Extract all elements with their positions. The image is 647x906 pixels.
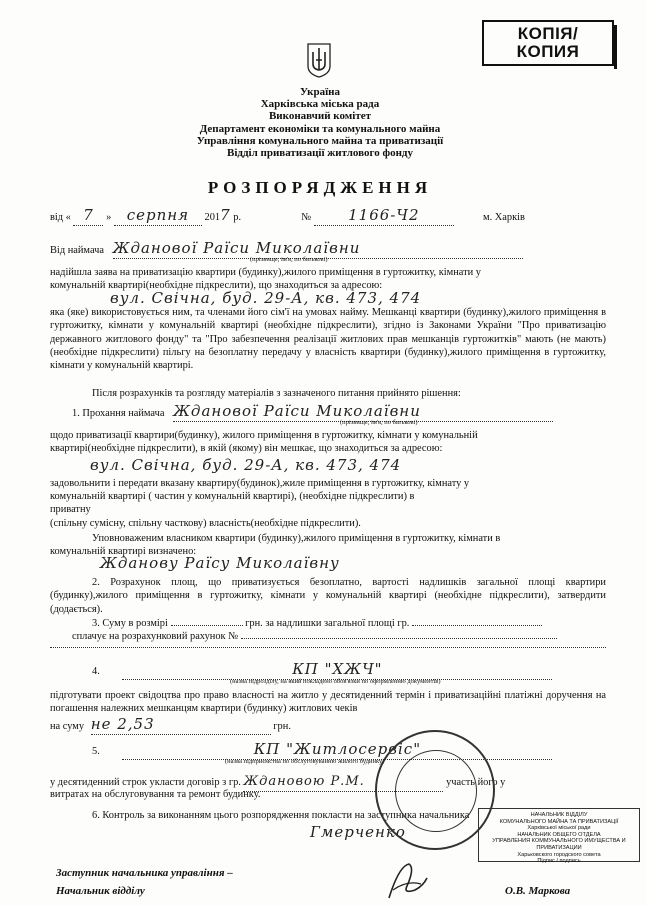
item4-caption: (назва підрозділу, на який покладено обов'язки по оформленню документів) [230,678,441,685]
item5-line-2: витратах на обслуговування та ремонт будинку. [50,789,261,800]
intro-line-1: надійшла заява на приватизацію квартири (будинку),жилого приміщення в гуртожитку, кімнати у [50,267,481,278]
item2-paragraph: 2. Розрахунок площ, що приватизується безоплатно, вартості надлишків загальної площі квартири (будинку),жилого приміщення в гуртожитку, кімнати у комунальній квартирі (необхідне підкреслити), затвердити (додається). [50,577,606,615]
item1-prefix: 1. Прохання наймача [72,408,165,419]
item3-line-2 [72,630,557,643]
owner-name: Жданову Раїсу Миколаївну [100,554,340,572]
date-r: р. [233,212,242,223]
rect-stamp-line: УПРАВЛЕНИЯ КОММУНАЛЬНОГО ИМУЩЕСТВА И ПРИВАТИЗАЦИИ [492,838,626,851]
rectangular-stamp [478,808,640,865]
date-year-prefix: 201 [204,212,221,223]
header-line: Департамент економіки та комунального майна [199,122,441,135]
item4-sum-label: на суму [50,721,85,732]
header-line: Управління комунального майна та приватизації [196,134,444,147]
item5-caption: (назва підприємства по обслуговуванню жилого будинку) [225,758,385,765]
item1-name: Жданової Раїси Миколаївни [173,402,553,422]
rect-stamp-line: Підпис / подпись [537,858,581,865]
item6-line: 6. Контроль за виконанням цього розпорядження покласти на заступника начальника [92,810,470,821]
item4-sum-value: не 2,53 [91,715,271,735]
copy-stamp [482,20,614,66]
item4-org: КП "ХЖЧ" [122,660,552,680]
copy-stamp-line1: КОПІЯ/ [517,24,579,43]
item1-line-3: квартирі(необхідне підкреслити), в якій (якому) він мешкає, що знаходиться за адресою: [50,443,443,454]
item3-divider [50,647,606,648]
copy-stamp-line2: КОПИЯ [516,42,580,61]
coat-of-arms-icon [305,42,333,78]
signature-icon [385,860,431,902]
paragraph-usage: яка (яке) використовується ним, та членами його сім'ї на умовах найму. Мешканці квартири (будинку),жилого приміщення в гуртожитку, кімнати у комунальній квартирі (необхідне підкреслити), згідно із Законами України "Про приватизацію державного житлового фонду" та "Про забезпечення реалізації житлових прав мешканців гуртожитків" мають (не мають) (необхідне підкреслити) пільгу на безоплатну передачу у власність квартири (будинку),жилого приміщення в гуртожитку, кімнати у комунальній квартирі. [50,307,606,372]
header-line: Відділ приватизації житлового фонду [226,147,413,160]
date-month: серпня [114,206,202,226]
city: м. Харків [483,212,525,223]
owner-line-2: комунальній квартирі визначено: [50,546,197,557]
address-handwritten-1: вул. Свічна, буд. 29-А, кв. 473, 474 [110,289,422,307]
item4-text: підготувати проект свідоцтва про право власності на житло у десятиденний термін і приватизаційні платіжні доручення на погашення належних мешканцям квартири (будинку) житлових чеків [50,690,606,715]
item4-sum-line [50,715,291,735]
footer-name: О.В. Маркова [505,885,571,897]
rect-stamp-line: НАЧАЛЬНИК ВІДДІЛУ [530,812,588,818]
item5-org: КП "Житлосервіс" [122,740,552,760]
item1-address: вул. Свічна, буд. 29-А, кв. 473, 474 [90,456,402,474]
tenant-caption: (прізвище, ім'я, по батькові) [250,256,328,263]
document-title: РОЗПОРЯДЖЕННЯ [207,178,433,197]
intro-line-2: комунальній квартирі(необхідне підкреслити), що знаходиться за адресою: [50,280,383,291]
date-line: від « 7 » серпня 2017 р. № 1166-Ч2 м. Харків [50,206,606,226]
document-header [150,86,490,159]
date-from-label: від « [50,212,71,223]
header-line: Виконавчий комітет [268,110,372,123]
tenant-label: Від наймача [50,245,104,256]
header-line: Україна [299,86,341,98]
item1-caption: (прізвище, ім'я, по батькові) [340,419,418,426]
rect-stamp-line: КОМУНАЛЬНОГО МАЙНА ТА ПРИВАТИЗАЦІЇ [499,818,619,825]
footer-deputy: Заступник начальника управління – [56,867,233,879]
item1-line [72,402,553,422]
item3-label-b: грн. за надлишки загальної площі гр. [245,618,410,629]
header-line: Харківська міська рада [260,98,380,111]
owner-line: Уповноваженим власником квартири (будинку),жилого приміщення в гуртожитку, кімнати в [92,533,501,544]
item5-text-end: участь його у [446,777,506,788]
paragraph-after: Після розрахунків та розгляду матеріалів з зазначеного питання прийнято рішення: [92,388,461,399]
item1-line-6: приватну [50,504,91,515]
document-number: 1166-Ч2 [314,206,454,226]
number-label: № [301,212,312,223]
item5-person: Ждановою Р.М. [243,774,443,792]
item4-grn: грн. [273,721,291,732]
item1-line-5: комунальній квартирі ( частин у комунальній квартирі), (необхідне підкреслити) в [50,491,415,502]
item1-line-7: (спільну сумісну, спільну часткову) власність(необхідне підкреслити). [50,518,361,529]
item5-num: 5. [92,746,100,757]
rect-stamp-line: Харківської міської ради [527,825,591,832]
tenant-name: Жданової Раїси Миколаївни [113,239,523,259]
item1-line-4: задовольнити і передати вказану квартиру(будинок),жиле приміщення в гуртожитку, кімнату у [50,478,470,489]
item3-label: 3. Суму в розмірі [92,618,168,629]
item3-account-label: сплачує на розрахунковий рахунок № [72,631,239,642]
item1-line-2: щодо приватизації квартири(будинку), жилого приміщення в гуртожитку, кімнати у комунальній [50,430,478,441]
item6-handwritten: Гмерченко [310,823,406,841]
rect-stamp-line: Харьковского городского совета [517,851,601,858]
date-day: 7 [73,206,103,226]
item4-num: 4. [92,666,100,677]
rect-stamp-line: НАЧАЛЬНИК ОБЩЕГО ОТДЕЛА [517,831,601,838]
round-seal [375,730,495,850]
item5-text: у десятиденний строк укласти договір з гр. [50,777,241,788]
footer-head: Начальник відділу [56,885,145,897]
item3-line [92,617,542,630]
date-year-suffix: 7 [220,206,231,224]
